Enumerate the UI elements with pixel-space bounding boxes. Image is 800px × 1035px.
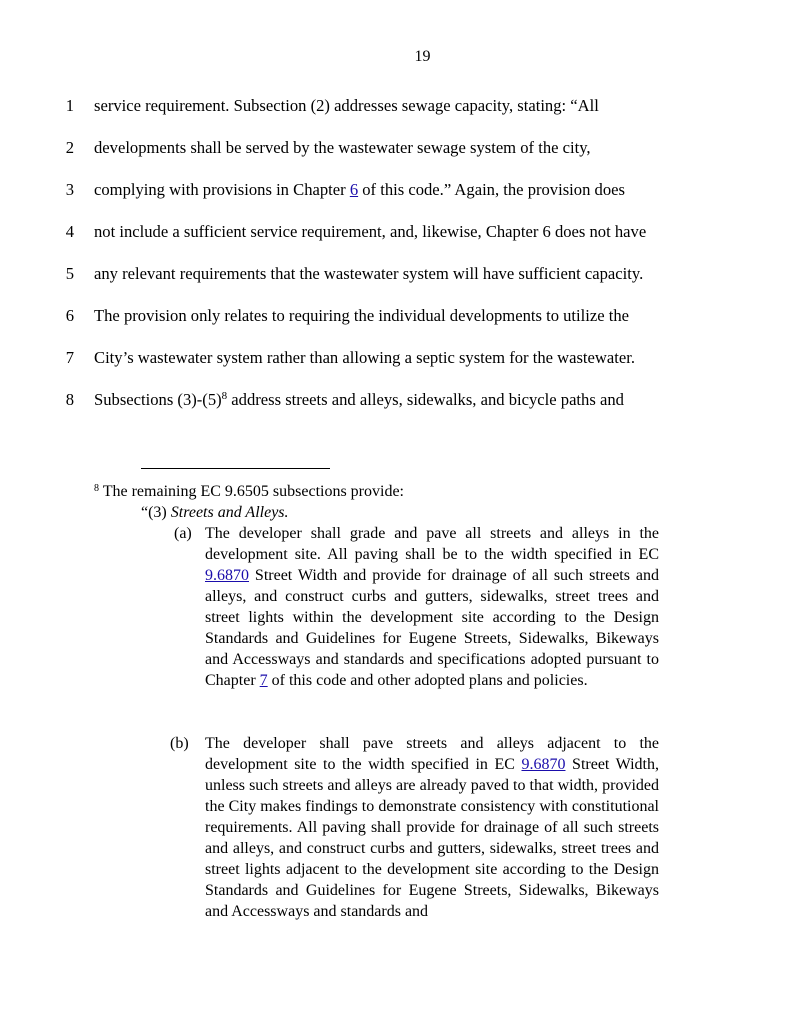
line-text: complying with provisions in Chapter 6 of this code.” Again, the provision does: [94, 180, 625, 199]
footnote-item-a: (a) The developer shall grade and pave all streets and alleys in the development site. All paving shall be to the width specified in EC 9.6870 Street Width and provide for drainage of all such streets and alleys, and construct curbs and gutters, sidewalks, street trees and street lights within the development site according to the Design Standards and Guidelines for Eugene Streets, Sidewalks, Bikeways and Accessways and standards and specifications adopted pursuant to Chapter 7 of this code and other adopted plans and policies.: [174, 525, 659, 689]
page-number: 19: [414, 48, 431, 65]
line-number: 8: [65, 390, 74, 409]
footnote-subsection-heading: “(3) Streets and Alleys.: [141, 504, 289, 521]
line-number: 1: [65, 96, 74, 115]
item-label: (a): [174, 525, 192, 542]
line-number: 5: [65, 264, 74, 283]
ec-9-6870-link[interactable]: 9.6870: [521, 756, 566, 773]
line-text: not include a sufficient service requirement, and, likewise, Chapter 6 does not have: [94, 222, 647, 241]
line-text: Subsections $(3)-(5)^8$ address streets and alleys, sidewalks, and bicycle paths and: [94, 390, 624, 409]
line-number: 3: [65, 180, 74, 199]
chapter-7-link[interactable]: 7: [259, 672, 268, 689]
line-text: any relevant requirements that the wastewater system will have sufficient capacity.: [94, 264, 644, 283]
footnote-ref-8[interactable]: 8: [221, 390, 228, 402]
line-number: 2: [65, 138, 74, 157]
footnote-item-b: (b) The developer shall pave streets and alleys adjacent to the development site to the width specified in EC 9.6870 Street Width, unless such streets and alleys are already paved to that width, provided the City makes findings to demonstrate consistency with constitutional requirements. All paving shall provide for drainage of all such streets and alleys, and construct curbs and gutters, sidewalks, street trees and street lights adjacent to the development site according to the Design Standards and Guidelines for Eugene Streets, Sidewalks, Bikeways and Accessways and standards and: [170, 735, 660, 920]
line-text: developments shall be served by the wastewater sewage system of the city,: [94, 138, 591, 157]
item-label: (b): [170, 735, 189, 752]
line-number: 4: [65, 222, 74, 241]
footnote-intro: $^8$ The remaining EC 9.6505 subsections provide:: [94, 483, 404, 500]
line-number: 7: [65, 348, 74, 367]
line-text: The provision only relates to requiring the individual developments to utilize the: [94, 306, 630, 325]
ec-9-6870-link[interactable]: 9.6870: [205, 567, 249, 584]
line-number: 6: [65, 306, 74, 325]
footnote-marker: 8: [94, 483, 99, 494]
chapter-6-link[interactable]: 6: [349, 180, 359, 199]
line-text: service requirement. Subsection (2) addresses sewage capacity, stating: “All: [94, 96, 599, 115]
line-text: City’s wastewater system rather than allowing a septic system for the wastewater.: [94, 348, 635, 367]
footnote-divider: [141, 468, 330, 469]
